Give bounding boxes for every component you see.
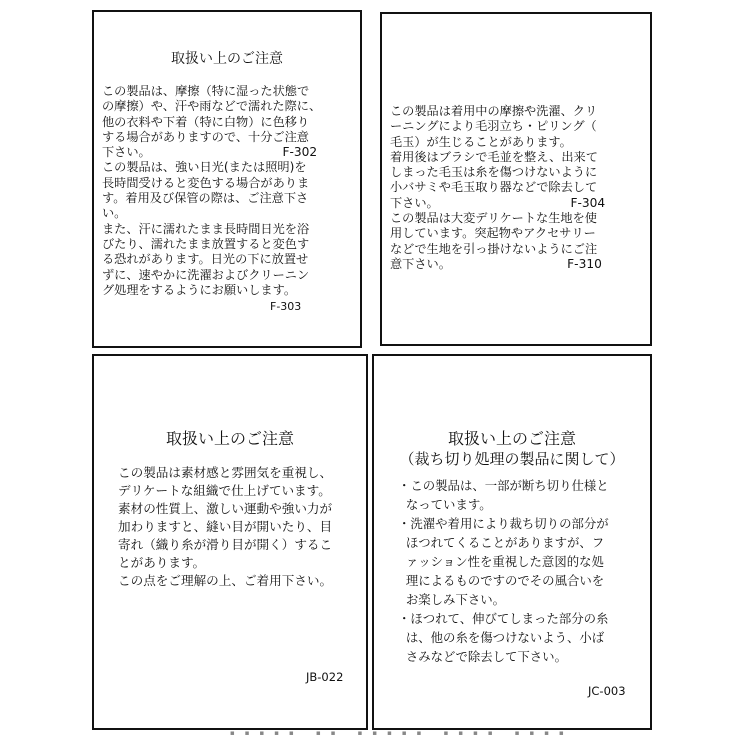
label-code: JC-003	[588, 684, 626, 698]
label-body: ・この製品は、一部が断ち切り仕様と なっています。 ・洗濯や着用により裁ち切りの部分が ほつれてくることがありますが、フ ァッション性を重視した意図的な処 理によるものですのでその風合いを お楽しみ下さい。 ・ほつれて、伸びてしまった部分の糸 は、他の糸を傷つけないよう、小ば さみなどで除去して下さい。	[398, 478, 609, 664]
care-label-jb022	[92, 354, 368, 730]
label-code: JB-022	[306, 670, 344, 684]
care-label-jc003	[372, 354, 652, 730]
label-title: 取扱い上のご注意	[171, 51, 283, 67]
label-body: この製品は素材感と雰囲気を重視し、 デリケートな組織で仕上げています。 素材の性質上、激しい運動や強い力が 加わりますと、縫い目が開いたり、目 寄れ（織り糸が滑り目が開く）するこ とがあります。 この点をご理解の上、ご着用下さい。	[118, 465, 333, 588]
care-label-f304-f310	[380, 12, 652, 346]
cropped-text-fragment: ▪▪▪▪▪ ▪▪ ▪▪▪▪▪ ▪▪▪▪ ▪▪▪▪	[230, 729, 574, 737]
label-title: 取扱い上のご注意	[447, 429, 576, 448]
label-title: 取扱い上のご注意	[165, 429, 294, 448]
label-code: F-303	[270, 300, 302, 313]
label-body: この製品は着用中の摩擦や洗濯、クリ ーニングにより毛羽立ち・ピリング（ 毛玉）が生じることがあります。 着用後はブラシで毛並を整え、出来て しまった毛玉は糸を傷つけないように 小バサミや毛玉取り器などで除去して 下さい。 F-304 この製品は大変デリケートな生地を使 用しています。突起物やアクセサリー などで生地を引っ掛けないようにご注 意下さい。 F-310	[390, 104, 606, 271]
label-body: この製品は、摩擦（特に湿った状態で の摩擦）や、汗や雨などで濡れた際に、 他の衣料や下着（特に白物）に色移り する場合がありますので、十分ご注意 下さい。 F-302 この製品は、強い日光(または照明)を 長時間受けると変色する場合がありま す。着用及び保管の際は、ご注意下さ い。 また、汗に濡れたまま長時間日光を浴 びたり、濡れたまま放置すると変色す る恐れがあります。日光の下に放置せ ずに、速やかに洗濯およびクリーニン グ処理をするようにお願いします。	[102, 84, 322, 297]
label-subtitle: （裁ち切り処理の製品に関して）	[399, 450, 625, 468]
care-label-f302-f303	[92, 10, 362, 348]
